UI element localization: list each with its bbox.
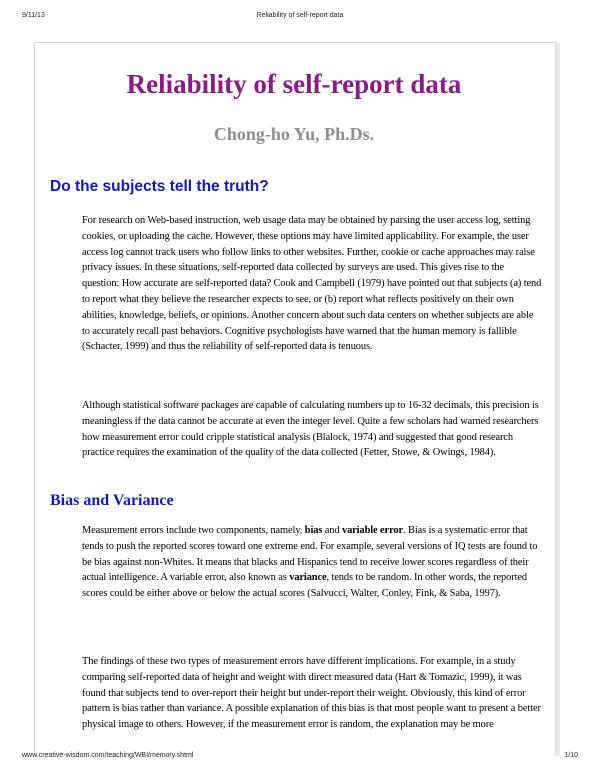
- print-footer: [0, 752, 600, 764]
- text-run: , tends to be random. In other words, the reported scores could be either above or below the actual scores (Salvucci, Walter, Conley, Fink, & Saba, 1997).: [82, 572, 527, 600]
- text-run: and: [322, 525, 342, 536]
- term-variable-error: variable error: [341, 525, 403, 536]
- term-bias: bias: [304, 525, 323, 536]
- text-run: Measurement errors include two components, namely,: [82, 525, 305, 536]
- term-variance: variance: [289, 572, 327, 584]
- page-url: www.creative-wisdom.com/teaching/WBI/memory.shtml: [22, 752, 194, 759]
- paragraph: Although statistical software packages are capable of calculating numbers up to 16-32 decimals, this precision is meaningless if the data cannot be accurate at even the integer level. Quite a few scholars had warned researchers how measurement error could cripple statistical analysis (Blalock, 1974) and suggested that good research practice requires the examination of the quality of the data collected (Fetter, Stowe, & Owings, 1984).: [82, 400, 539, 459]
- document-author: Chong-ho Yu, Ph.Ds.: [213, 124, 375, 144]
- paragraph: [82, 523, 542, 602]
- paragraph: The findings of these two types of measurement errors have different implications. For example, in a study comparing self-reported data of height and weight with direct measured data (Hart & Tomazic, 1999), it was found that subjects tend to over-report their height but under-report their weight. Obviously, this kind of error pattern is bias rather than variance. A possible explanation of this bias is that most people want to present a better physical image to others. However, if the measurement error is random, the explanation may be more: [82, 656, 541, 731]
- text-run: . Bias is a systematic error that tends to push the reported scores toward one extreme end. For example, several versions of IQ tests are found to be bias against non-Whites. It means that blacks and Hispanics tend to receive lower scores regardless of their actual intelligence. A variable error, also known as: [82, 525, 538, 584]
- document-title: Reliability of self-report data: [126, 69, 462, 99]
- print-page-title: Reliability of self-report data: [256, 12, 344, 19]
- section-heading-truth: Do the subjects tell the truth?: [50, 178, 269, 195]
- print-header: [0, 12, 600, 24]
- page-number: 1/10: [564, 752, 578, 759]
- paragraph: For research on Web-based instruction, web usage data may be obtained by parsing the user access log, setting cookies, or uploading the cache. However, these options may have limited applicability. For example, the user access log cannot track users who follow links to other websites. Further, cookie or cache approaches may raise privacy issues. In these situations, self-reported data collected by surveys are used. This gives rise to the question: How accurate are self-reported data? Cook and Campbell (1979) have pointed out that subjects (a) tend to report what they believe the researcher expects to see, or (b) report what reflects positively on their own abilities, knowledge, beliefs, or opinions. Another concern about such data centers on whether subjects are able to accurately recall past behaviors. Cognitive psychologists have warned that the human memory is fallible (Schacter, 1999) and thus the reliability of self-reported data is tenuous.: [82, 215, 542, 353]
- print-date: 9/11/13: [22, 12, 45, 19]
- section-heading-bias-variance: Bias and Variance: [50, 492, 174, 509]
